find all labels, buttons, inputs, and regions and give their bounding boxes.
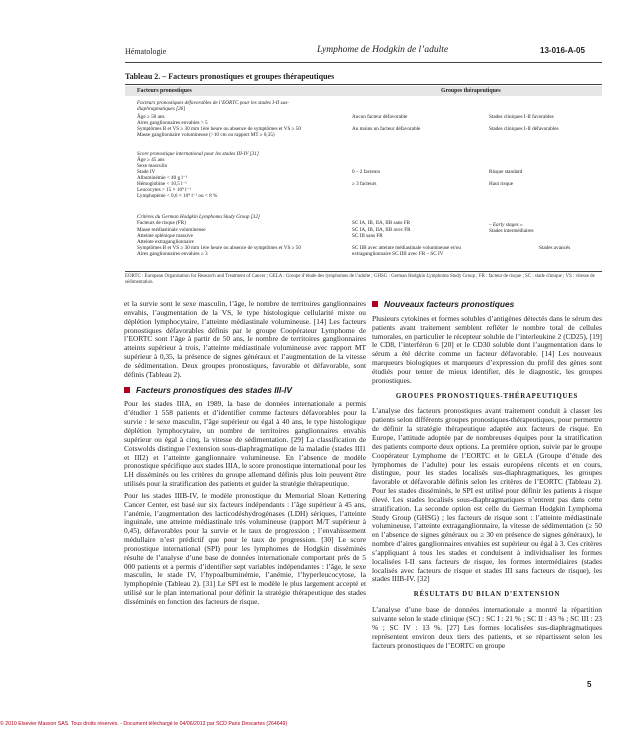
paragraph: Pour les stades IIIB-IV, le modèle pronostique du Memorial Sloan Kettering Cancer Center, est basé sur six facteurs indépendants : l’âge supérieur à 45 ans, l’anémie, l’augmentation des lacticodéshydrogénases (LDH) sériques, l’atteinte inguinale, une atteinte médiastinale très volumineuse (rapport M/T supérieur à 0,45), défavorables pour la survie et le taux de progression ; l’envahissement médullaire n’est prédictif que pour le taux de progression. [30] Le score pronostique international (SPI) pour les lymphomes de Hodgkin disséminés résulte de l’analyse d’une base de données internationale comportant près de 5 000 patients et a permis d’identifier sept variables indépendantes : l’âge, le sexe masculin, le stade IV, l’hypoalbuminémie, l’anémie, l’hyperleucocytose, la lymphopénie (Tableau 2). [31] Le SPI est le modèle le plus largement accepté et utilisé sur le plan international pour définir la stratégie thérapeutique des stades disséminés en fonction des facteurs de risque.	[124, 490, 366, 606]
table-cell: Leucocytes > 15 × 10⁹ l⁻¹	[137, 187, 191, 193]
table-cell: Âge ≥ 50 ans	[137, 114, 165, 120]
table-cell: SC IA, IB, IIA, IIB avec FR	[352, 227, 411, 233]
section-caption: GROUPES PRONOSTIQUES-THÉRAPEUTIQUES	[395, 392, 579, 400]
paragraph: L’analyse des facteurs pronostiques avant traitement conduit à classer les patients selon différents groupes pronostiques-thérapeutiques, pour permettre de définir la stratégie thérapeutique adaptée aux facteurs de risque. En Europe, l’attitude adoptée par de nombreuses équipes pour la stratification des patients comporte deux options. La première option, suivie par le groupe Coopérateur Lymphome de l’EORTC et le GELA (Groupe d’étude des lymphomes de l’adulte) pour les essais européens récents et en cours, distingue, pour les stades localisés sus-diaphragmatiques, les groupes favorable et défavorable définis selon les critères de l’EORTC (Tableau 2). Pour les stades disséminés, le SPI est utilisé pour définir les patients à risque élevé. Les stades localisés sous-diaphragmatiques n’entrent pas dans cette stratification. La seconde option est celle du German Hodgkin Lymphoma Study Group (GHSG) ; les facteurs de risque sont : l’atteinte médiastinale volumineuse, l’atteinte extraganglionnaire, la vitesse de sédimentation (≥ 50 en l’absence de signes généraux ou ≥ 30 en présence de signes généraux), le nombre d’aires ganglionnaires envahies est supérieur ou égal à 3. Ces critères s’appliquant à tous les stades et conduisent à individualiser les formes localisées I-II sans facteurs de risque, les formes intermédiaires (stades localisés avec facteurs de risque et stades III sans facteurs de risque), les stades IIIB-IV. [32]	[372, 406, 602, 584]
table-col-groups: Groupes thérapeutiques	[441, 88, 501, 94]
section-heading-text: Nouveaux facteurs pronostiques	[384, 299, 515, 309]
table-cell: Atteinte extraganglionnaire	[137, 239, 194, 245]
table-block-heading: Critères du German Hodgkin Lymphoma Study Group [32]	[137, 214, 260, 220]
header-rule	[125, 62, 602, 63]
table-top-rule	[125, 84, 602, 85]
table-cell: Aires ganglionnaires envahies ≥ 3	[137, 251, 208, 257]
table-cell: Haut risque	[489, 181, 514, 187]
header-section: Hématologie	[125, 47, 167, 56]
table-cell: Symptômes B et VS ≥ 30 mm 1ère heure ou absence de symptômes et VS ≥ 50	[137, 126, 301, 132]
table-cell: Risque standard	[489, 169, 523, 175]
header-reference: 13-016-A-05	[540, 46, 585, 55]
paragraph: Plusieurs cytokines et formes solubles d’antigènes détectés dans le sérum des patients avant traitement semblent refléter le nombre total de cellules tumorales, en particulier le récepteur soluble de l’interleukine 2 (CD25), [19] le CD8, l’interféron 6 [20] et le CD30 soluble dont l’augmentation dans le sérum a été décrite comme un facteur défavorable. [14] Les nouveaux marqueurs biologiques et marqueurs d’expression du profil des gènes sont étudiés pour tenter de mieux identifier, dès le diagnostic, les groupes pronostiques.	[372, 313, 602, 385]
section-heading	[124, 386, 366, 395]
table-footnote: EORTC : European Organisation for Research and Treatment of Cancer ; GELA : Groupe d’étude des lymphomes de l’adulte ; GHSG : German Hodgkin Lymphoma Study Group ; FR : facteur de risque ; SC : stade clinique ; VS : vitesse de sédimentation.	[125, 274, 595, 285]
paragraph: Pour les stades IIIA, en 1989, la base de données internationale a permis d’étudier 1 558 patients et d’identifier comme facteurs défavorables pour la survie : le sexe masculin, l’âge supérieur ou égal à 40 ans, le type histologique déplétion lymphocytaire, un nombre de territoires ganglionnaires envahis supérieur ou égal à cinq, la vitesse de sédimentation. [29] La classification de Cotswolds distingue l’extension sous-diaphragmatique de la maladie (stades III1 et III2) et l’atteinte ganglionnaire volumineuse. En l’absence de modèle pronostique spécifique aux stades IIIA, le score pronostique international pour les LH disséminés ou les critères du groupe allemand définis plus loin peuvent être utilisés pour la stratification des patients et guider la stratégie thérapeutique.	[124, 399, 366, 489]
table-cell: Sexe masculin	[137, 163, 168, 169]
table-block-heading: Facteurs pronostiques défavorables de l’EORTC pour les stades I-II sus-diaphragmatiques [26]	[137, 100, 289, 113]
section-heading	[372, 300, 602, 309]
table-cell: Âge ≥ 45 ans	[137, 157, 165, 163]
table-cell: ≥ 3 facteurs	[352, 181, 377, 187]
download-footer: © 2010 Elsevier Masson SAS. Tous droits réservés. - Document téléchargé le 04/06/2013 par SCD Paris Descartes (264649)	[0, 721, 288, 727]
table-cell: Stades avancés	[539, 245, 571, 251]
table-cell: Stades cliniques I-II défavorables	[489, 126, 559, 132]
table-cell: Symptômes B et VS ≥ 30 mm 1ère heure ou absence de symptômes et VS ≥ 50	[137, 245, 301, 251]
table-col-factors: Facteurs pronostiques	[137, 88, 192, 94]
table-cell: Masse ganglionnaire volumineuse (>10 cm ou rapport MT ≥ 0,35)	[137, 132, 275, 138]
table-cell: extraganglionnaire SC IIII avec FR – SC IV	[352, 251, 444, 257]
paragraph: et la survie sont le sexe masculin, l’âge, le nombre de territoires ganglionnaires envahis, l’augmentation de la VS, le type histologique cellularité mixte ou déplétion lymphocytaire, l’atteinte médiastinale volumineuse. [14] Les facteurs pronostiques défavorables définis par le groupe Coopérateur Lymphome de l’EORTC sont l’âge à partir de 50 ans, le nombre de territoires ganglionnaires atteints supérieur à trois, l’atteinte médiastinale volumineuse avec rapport MT supérieur à 0,35, la présence de signes généraux et l’augmentation de la vitesse de sédimentation. Deux groupes pronostiques, favorable et défavorable, sont définis (Tableau 2).	[124, 299, 366, 379]
table-cell: Stades intermédiaires	[489, 228, 534, 234]
paragraph: L’analyse d’une base de données internationale a montré la répartition suivante selon le stade clinique (SC) : SC I : 21 % ; SC II : 43 % ; SC III : 23 % ; SC IV : 13 %. [27] Les formes localisées sus-diaphragmatiques représentent environ deux tiers des patients, et se répartissent selon les facteurs pronostiques de l’EORTC en groupe	[372, 605, 602, 650]
table-cell: 0 – 2 facteurs	[352, 169, 381, 175]
running-header	[0, 45, 638, 59]
section-bullet-icon	[372, 301, 378, 307]
table-cell: Aucun facteur défavorable	[352, 114, 408, 120]
table-cell: Albuminémie < 40 g l⁻¹	[137, 175, 188, 181]
table-cell: Masse médiastinale volumineuse	[137, 227, 206, 233]
table-cell: SC IA, IB, IIA, IIB sans FR	[352, 220, 411, 226]
table-cell: Aires ganglionnaires envahies > 5	[137, 120, 208, 126]
table-header-row	[125, 86, 602, 96]
section-heading-text: Facteurs pronostiques des stades III-IV	[136, 384, 292, 395]
table-cell: Stade IV	[137, 169, 156, 175]
text-column-right	[372, 300, 602, 653]
table-cell: SC III sans FR	[352, 233, 383, 239]
page-number: 5	[587, 680, 592, 689]
table-cell: Stades cliniques I-II favorables	[489, 114, 554, 120]
table-cell: Hémoglobine < 10,5 l⁻¹	[137, 181, 187, 187]
table-cell: Au moins un facteur défavorable	[352, 126, 421, 132]
table-cell: SC IIB avec atteinte médiastinale volumineuse et/ou	[352, 245, 461, 251]
table-title: Tableau 2. – Facteurs pronostiques et groupes thérapeutiques	[125, 72, 335, 81]
header-title: Lymphome de Hodgkin de l’adulte	[317, 45, 449, 55]
section-caption: RÉSULTATS DU BILAN D’EXTENSION	[413, 591, 561, 599]
table-cell: Atteinte splénique massive	[137, 233, 193, 239]
prognostic-table	[125, 86, 602, 270]
table-cell: Facteurs de risque (FR)	[137, 220, 186, 226]
table-cell: Lymphopénie < 0,6 × 10⁹ l⁻¹ ou < 8 %	[137, 193, 218, 199]
table-bottom-rule	[125, 271, 602, 272]
table-cell: – Early stages »	[489, 222, 523, 228]
table-block-heading: Score pronostique international pour les stades III-IV [31]	[137, 151, 259, 157]
section-bullet-icon	[124, 387, 130, 393]
text-column-left	[124, 300, 366, 610]
